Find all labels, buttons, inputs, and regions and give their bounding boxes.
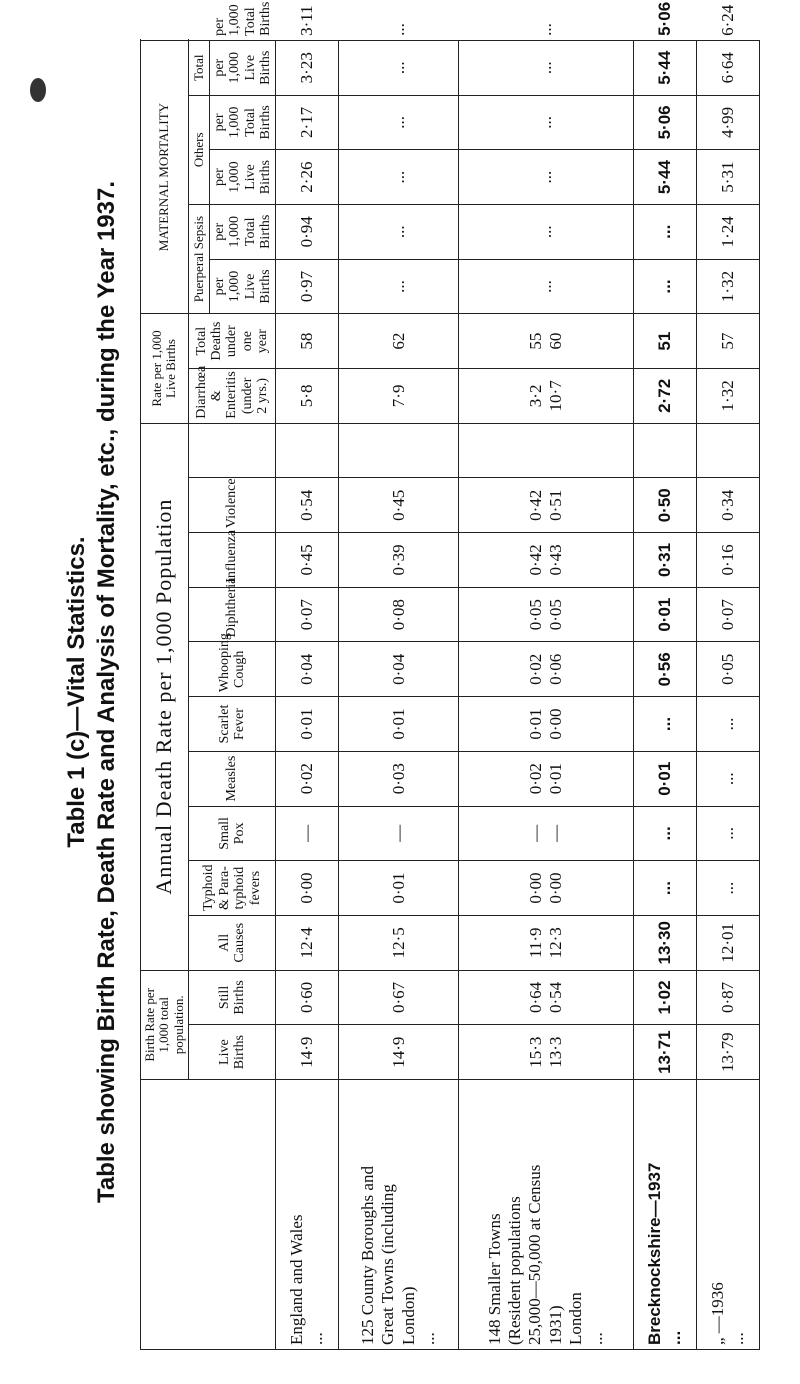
table-row: 125 County Boroughs and Great Towns (including London) ... 14·9 0·67 12·5 0·01 — 0·03 0·01 0·04 0·08 0·39 0·45 7·9 62 ... ... ... ... ... ... bbox=[339, 40, 458, 1349]
row-label-line: ... bbox=[586, 1332, 606, 1345]
cell-value: ... bbox=[388, 116, 408, 129]
cell-value: 14·9 bbox=[388, 1036, 408, 1068]
cell-value: ... bbox=[654, 716, 674, 732]
table-title-line1: Table 1 (c)—Vital Statistics. bbox=[63, 536, 90, 848]
cell-diarrhoea bbox=[458, 369, 633, 424]
cell-smallpox bbox=[276, 806, 339, 861]
cell-others-per-live bbox=[339, 150, 458, 205]
row-label-line: ... bbox=[664, 1330, 684, 1345]
cell-value: 0·00 bbox=[545, 872, 565, 904]
cell-value: 1·02 bbox=[654, 980, 674, 1015]
maternal-mortality-group-header: MATERNAL MORTALITY bbox=[141, 40, 189, 313]
cell-spacer bbox=[633, 423, 696, 478]
col-diphtheria: Diphtheria bbox=[188, 587, 276, 642]
cell-value: 0·00 bbox=[545, 708, 565, 740]
cell-live-births bbox=[458, 1025, 633, 1080]
col-diarrhoea: Diarrhœa & Enteritis (under 2 yrs.) bbox=[188, 369, 276, 424]
cell-puerperal-per-live bbox=[458, 259, 633, 314]
cell-measles bbox=[276, 751, 339, 806]
scan-mark-icon bbox=[30, 78, 46, 102]
cell-still-births bbox=[696, 970, 759, 1025]
cell-live-births bbox=[339, 1025, 458, 1080]
subheader-others: Others bbox=[188, 95, 209, 204]
cell-value: 0·01 bbox=[654, 761, 674, 796]
cell-value: 13·3 bbox=[545, 1036, 565, 1068]
row-label-line: „ —1936 bbox=[707, 1282, 727, 1345]
cell-value: 0·45 bbox=[388, 489, 408, 521]
cell-value: 3·2 bbox=[525, 384, 545, 408]
cell-value: 4·99 bbox=[717, 106, 737, 138]
row-label bbox=[458, 1080, 633, 1350]
vital-statistics-table: Birth Rate per 1,000 total population. Annual Death Rate per 1,000 Population Rate per 1,000 Live Births MATERNAL MORTALITY Live Births Still Births All Causes Typhoid & Para-typhoid fevers Small Pox Measles Scarlet Fever Whooping Cough Diphtheria Influenza Violence Diarrhœa & Enteritis (under 2 yrs.) Total Deaths under one year Puerperal Sepsis Others Total per 1,000 Live Births per 1,000 Total Births per 1,000 Live Births per 1,000 Total Births per 1,000 Live Births per 1,000 Total Births England and Wales ... 14·9 0·60 12·4 0·00 — 0·02 0·01 0·04 0·07 0·45 0·54 5·8 58 0·97 0·94 2·26 2·17 3·23 3·11 125 County Boroughs and Great Towns (including London) ... 14·9 0·67 12·5 0·01 — 0·03 0·01 0·04 0·08 0·39 0·45 7·9 62 ... ... ... ... ... ... 148 Smaller Towns (Resident populations 25,000—50,000 at Census 1931) London ... 15·3 13·3 0·64 0·54 11·9 12·3 0·00 0·00 — — 0·02 0·01 0·01 0·00 0·02 0·06 0·05 0·05 0·42 0·43 0·42 0·51 3·2 10·7 55 60 ... ... ... ... ... ... Brecknockshire—1937 ... 13·71 1·02 13·30 ... ... 0·01 ... 0·56 0·01 0·31 0·50 2·72 51 ... ... 5·44 5·06 5·44 5·06 „ —1936 ... 13·79 0·87 12·01 ... ... ... ... 0·05 0·07 0·16 0·34 1·32 57 1·32 1·24 5·31 4·99 6·64 6·24 bbox=[140, 40, 760, 1350]
cell-value: 0·06 bbox=[545, 653, 565, 685]
cell-value: 1·32 bbox=[717, 270, 737, 303]
cell-value: ... bbox=[717, 772, 737, 786]
cell-whooping-cough bbox=[276, 642, 339, 697]
cell-value: 0·01 bbox=[654, 597, 674, 632]
cell-value: ... bbox=[717, 827, 737, 840]
cell-value: 0·00 bbox=[297, 872, 317, 904]
cell-value: 12·4 bbox=[297, 927, 317, 959]
cell-whooping-cough bbox=[696, 642, 759, 697]
cell-whooping-cough bbox=[633, 642, 696, 697]
cell-value: 0·02 bbox=[525, 763, 545, 795]
cell-influenza bbox=[276, 533, 339, 588]
cell-spacer bbox=[339, 423, 458, 478]
col-scarlet-fever: Scarlet Fever bbox=[188, 697, 276, 752]
table-row: Brecknockshire—1937 ... 13·71 1·02 13·30 ... ... 0·01 ... 0·56 0·01 0·31 0·50 2·72 51 ... ... 5·44 5·06 5·44 5·06 bbox=[633, 40, 696, 1349]
cell-value: ... bbox=[535, 116, 555, 129]
cell-value: 12·01 bbox=[717, 922, 737, 963]
cell-value: 12·3 bbox=[545, 927, 565, 959]
cell-value: 0·05 bbox=[717, 653, 737, 685]
cell-value: 0·51 bbox=[545, 489, 565, 521]
cell-value: 0·34 bbox=[717, 489, 737, 521]
cell-still-births bbox=[458, 970, 633, 1025]
cell-live-births bbox=[633, 1025, 696, 1080]
row-label-line: 148 Smaller Towns bbox=[484, 1213, 504, 1345]
cell-puerperal-per-total bbox=[458, 204, 633, 259]
cell-total-per-live bbox=[633, 40, 696, 95]
cell-value: 0·07 bbox=[717, 599, 737, 631]
cell-puerperal-per-live bbox=[339, 259, 458, 314]
cell-puerperal-per-total bbox=[696, 204, 759, 259]
cell-whooping-cough bbox=[458, 642, 633, 697]
cell-total-deaths-under-one bbox=[696, 314, 759, 369]
cell-puerperal-per-live bbox=[696, 259, 759, 314]
cell-value: 0·02 bbox=[297, 763, 317, 795]
cell-influenza bbox=[339, 533, 458, 588]
cell-value: 11·9 bbox=[525, 927, 545, 959]
cell-value: 0·64 bbox=[525, 981, 545, 1014]
cell-puerperal-per-live bbox=[276, 259, 339, 314]
row-label bbox=[276, 1080, 339, 1350]
rate-live-births-group-header: Rate per 1,000 Live Births bbox=[141, 314, 189, 423]
cell-live-births bbox=[696, 1025, 759, 1080]
cell-value: ... bbox=[717, 717, 737, 731]
cell-value: 0·04 bbox=[388, 653, 408, 685]
cell-value: 58 bbox=[297, 332, 317, 350]
col-measles: Measles bbox=[188, 751, 276, 806]
cell-value: 0·05 bbox=[545, 599, 565, 631]
cell-value: ... bbox=[388, 280, 408, 293]
col-puerperal-per-live: per 1,000 Live Births bbox=[209, 259, 276, 314]
col-violence: Violence bbox=[188, 478, 276, 533]
cell-value: 0·39 bbox=[388, 544, 408, 576]
cell-others-per-total bbox=[696, 95, 759, 150]
col-whooping-cough: Whooping Cough bbox=[188, 642, 276, 697]
cell-all-causes bbox=[458, 915, 633, 970]
cell-smallpox bbox=[339, 806, 458, 861]
cell-value: 1·32 bbox=[717, 380, 737, 412]
cell-violence bbox=[458, 478, 633, 533]
cell-others-per-total bbox=[339, 95, 458, 150]
table-body bbox=[276, 1, 760, 1349]
cell-total-per-live bbox=[276, 40, 339, 95]
cell-violence bbox=[276, 478, 339, 533]
cell-violence bbox=[339, 478, 458, 533]
cell-value: 13·79 bbox=[717, 1032, 737, 1072]
cell-value: 51 bbox=[654, 331, 674, 351]
col-influenza: Influenza bbox=[188, 533, 276, 588]
cell-value: 13·71 bbox=[654, 1030, 674, 1074]
cell-measles bbox=[458, 751, 633, 806]
cell-live-births bbox=[276, 1025, 339, 1080]
row-label-line: ... bbox=[727, 1332, 747, 1345]
table-row: „ —1936 ... 13·79 0·87 12·01 ... ... ... ... 0·05 0·07 0·16 0·34 1·32 57 1·32 1·24 5·31 4·99 6·64 6·24 bbox=[696, 40, 759, 1349]
cell-scarlet-fever bbox=[339, 697, 458, 752]
cell-value: 0·97 bbox=[297, 270, 317, 303]
col-all-causes: All Causes bbox=[188, 915, 276, 970]
cell-measles bbox=[696, 751, 759, 806]
cell-value: 57 bbox=[717, 332, 737, 350]
row-label-line: Great Towns (including bbox=[378, 1184, 398, 1345]
cell-value: 0·60 bbox=[297, 981, 317, 1014]
cell-still-births bbox=[633, 970, 696, 1025]
row-label bbox=[633, 1080, 696, 1350]
cell-violence bbox=[633, 478, 696, 533]
cell-value: 0·87 bbox=[717, 981, 737, 1014]
row-label-line: England and Wales bbox=[287, 1214, 307, 1345]
cell-total-per-live bbox=[339, 40, 458, 95]
cell-value: 2·72 bbox=[654, 378, 674, 413]
cell-smallpox bbox=[458, 806, 633, 861]
cell-puerperal-per-total bbox=[276, 204, 339, 259]
col-live-births: Live Births bbox=[188, 1025, 276, 1080]
cell-diphtheria bbox=[458, 587, 633, 642]
cell-value: 0·01 bbox=[388, 872, 408, 904]
row-label-line: Brecknockshire—1937 bbox=[644, 1162, 664, 1345]
cell-diarrhoea bbox=[633, 369, 696, 424]
cell-value: 55 bbox=[525, 332, 545, 350]
cell-others-per-total bbox=[633, 95, 696, 150]
row-label bbox=[696, 1080, 759, 1350]
cell-all-causes bbox=[696, 915, 759, 970]
row-label bbox=[339, 1080, 458, 1350]
cell-value: 5·44 bbox=[654, 50, 674, 85]
cell-diarrhoea bbox=[339, 369, 458, 424]
cell-scarlet-fever bbox=[276, 697, 339, 752]
cell-value: 5·8 bbox=[297, 384, 317, 408]
cell-scarlet-fever bbox=[458, 697, 633, 752]
cell-value: 0·50 bbox=[654, 488, 674, 523]
cell-value: 0·54 bbox=[297, 489, 317, 521]
cell-violence bbox=[696, 478, 759, 533]
cell-value: 0·05 bbox=[525, 599, 545, 631]
cell-value: 12·5 bbox=[388, 927, 408, 959]
cell-value: 10·7 bbox=[545, 380, 565, 412]
cell-value: 0·01 bbox=[388, 708, 408, 740]
cell-scarlet-fever bbox=[696, 697, 759, 752]
cell-value: 0·08 bbox=[388, 599, 408, 631]
cell-value: 3·23 bbox=[297, 52, 317, 84]
cell-value: 14·9 bbox=[297, 1036, 317, 1068]
cell-value: 13·30 bbox=[654, 921, 674, 965]
cell-typhoid bbox=[339, 861, 458, 916]
row-label-line: ... bbox=[307, 1332, 327, 1345]
col-empty-spacer bbox=[188, 423, 276, 478]
cell-diphtheria bbox=[339, 587, 458, 642]
cell-value: 0·16 bbox=[717, 544, 737, 576]
cell-value: ... bbox=[654, 279, 674, 294]
cell-total-per-live bbox=[458, 40, 633, 95]
rotated-table-wrapper bbox=[140, 1, 760, 1350]
cell-others-per-live bbox=[276, 150, 339, 205]
cell-spacer bbox=[696, 423, 759, 478]
cell-influenza bbox=[633, 533, 696, 588]
cell-value: 0·02 bbox=[525, 653, 545, 685]
col-total-deaths-under-one: Total Deaths under one year bbox=[188, 314, 276, 369]
cell-value: 0·07 bbox=[297, 599, 317, 631]
cell-value: 0·56 bbox=[654, 652, 674, 687]
row-label-line: London bbox=[566, 1292, 586, 1345]
cell-typhoid bbox=[633, 861, 696, 916]
row-label-line: 125 County Boroughs and bbox=[357, 1166, 377, 1345]
subheader-puerperal-sepsis: Puerperal Sepsis bbox=[188, 204, 209, 313]
cell-diarrhoea bbox=[276, 369, 339, 424]
cell-value: 0·01 bbox=[297, 708, 317, 740]
cell-others-per-live bbox=[696, 150, 759, 205]
cell-diphtheria bbox=[276, 587, 339, 642]
col-puerperal-per-total: per 1,000 Total Births bbox=[209, 204, 276, 259]
cell-value: 1·24 bbox=[717, 216, 737, 248]
cell-value: 0·94 bbox=[297, 216, 317, 248]
cell-whooping-cough bbox=[339, 642, 458, 697]
cell-typhoid bbox=[276, 861, 339, 916]
cell-smallpox bbox=[633, 806, 696, 861]
cell-others-per-live bbox=[633, 150, 696, 205]
cell-total-per-live bbox=[696, 40, 759, 95]
cell-influenza bbox=[458, 533, 633, 588]
cell-typhoid bbox=[696, 861, 759, 916]
cell-scarlet-fever bbox=[633, 697, 696, 752]
cell-value: 0·67 bbox=[388, 981, 408, 1014]
cell-diphtheria bbox=[633, 587, 696, 642]
cell-value: ... bbox=[654, 881, 674, 896]
cell-value: — bbox=[297, 824, 317, 842]
cell-value: 5·44 bbox=[654, 160, 674, 195]
cell-measles bbox=[633, 751, 696, 806]
row-label-line: ... bbox=[418, 1332, 438, 1345]
row-label-line: 1931) bbox=[545, 1305, 565, 1345]
table-row: 148 Smaller Towns (Resident populations 25,000—50,000 at Census 1931) London ... 15·3 13·3 0·64 0·54 11·9 12·3 0·00 0·00 — — 0·02 0·01 0·01 0·00 0·02 0·06 0·05 0·05 0·42 0·43 0·42 0·51 3·2 10·7 55 60 ... ... ... ... ... ... bbox=[458, 40, 633, 1349]
cell-influenza bbox=[696, 533, 759, 588]
cell-value: — bbox=[525, 824, 545, 842]
cell-total-deaths-under-one bbox=[276, 314, 339, 369]
cell-value: 0·03 bbox=[388, 763, 408, 795]
cell-all-causes bbox=[633, 915, 696, 970]
cell-measles bbox=[339, 751, 458, 806]
cell-value: 0·42 bbox=[525, 544, 545, 576]
cell-value: 6·64 bbox=[717, 52, 737, 84]
cell-value: 7·9 bbox=[388, 384, 408, 408]
subheader-total: Total bbox=[188, 40, 209, 95]
cell-value: 0·00 bbox=[525, 872, 545, 904]
cell-value: 0·45 bbox=[297, 544, 317, 576]
row-label-line: London) bbox=[398, 1286, 418, 1345]
cell-value: 2·17 bbox=[297, 106, 317, 138]
cell-value: 0·04 bbox=[297, 653, 317, 685]
col-others-per-total: per 1,000 Total Births bbox=[209, 95, 276, 150]
cell-diphtheria bbox=[696, 587, 759, 642]
cell-value: 5·06 bbox=[654, 105, 674, 140]
cell-still-births bbox=[339, 970, 458, 1025]
cell-value: ... bbox=[388, 61, 408, 75]
row-label-line: (Resident populations bbox=[504, 1196, 524, 1345]
cell-puerperal-per-total bbox=[633, 204, 696, 259]
cell-all-causes bbox=[276, 915, 339, 970]
col-others-per-live: per 1,000 Live Births bbox=[209, 150, 276, 205]
corner-header bbox=[141, 1080, 276, 1350]
cell-value: 60 bbox=[545, 332, 565, 350]
cell-value: ... bbox=[535, 61, 555, 75]
cell-total-deaths-under-one bbox=[458, 314, 633, 369]
cell-value: 0·42 bbox=[525, 489, 545, 521]
cell-total-deaths-under-one bbox=[339, 314, 458, 369]
cell-value: ... bbox=[535, 225, 555, 239]
row-label-line: 25,000—50,000 at Census bbox=[525, 1164, 545, 1345]
table-title-line2: Table showing Birth Rate, Death Rate and Analysis of Mortality, etc., during the Year 1937. bbox=[93, 181, 120, 1204]
cell-puerperal-per-total bbox=[339, 204, 458, 259]
cell-smallpox bbox=[696, 806, 759, 861]
birth-rate-group-header: Birth Rate per 1,000 total population. bbox=[141, 970, 189, 1079]
cell-value: ... bbox=[654, 826, 674, 841]
cell-value: ... bbox=[388, 170, 408, 184]
death-rate-group-header: Annual Death Rate per 1,000 Population bbox=[141, 423, 189, 970]
cell-value: — bbox=[545, 824, 565, 842]
cell-value: ... bbox=[535, 280, 555, 293]
cell-value: 15·3 bbox=[525, 1036, 545, 1068]
cell-value: ... bbox=[717, 881, 737, 895]
cell-value: 0·43 bbox=[545, 544, 565, 576]
cell-others-per-total bbox=[276, 95, 339, 150]
cell-all-causes bbox=[339, 915, 458, 970]
cell-value: 2·26 bbox=[297, 161, 317, 193]
table-row: England and Wales ... 14·9 0·60 12·4 0·00 — 0·02 0·01 0·04 0·07 0·45 0·54 5·8 58 0·97 0·94 2·26 2·17 3·23 3·11 bbox=[276, 40, 339, 1349]
col-total-per-live: per 1,000 Live Births bbox=[209, 40, 276, 95]
cell-value: ... bbox=[388, 225, 408, 239]
cell-others-per-total bbox=[458, 95, 633, 150]
cell-diarrhoea bbox=[696, 369, 759, 424]
cell-value: 0·01 bbox=[545, 763, 565, 795]
cell-value: 0·54 bbox=[545, 981, 565, 1014]
cell-spacer bbox=[276, 423, 339, 478]
col-typhoid: Typhoid & Para-typhoid fevers bbox=[188, 861, 276, 916]
col-smallpox: Small Pox bbox=[188, 806, 276, 861]
cell-spacer bbox=[458, 423, 633, 478]
col-still-births: Still Births bbox=[188, 970, 276, 1025]
cell-value: 0·01 bbox=[525, 708, 545, 740]
cell-others-per-live bbox=[458, 150, 633, 205]
cell-value: — bbox=[388, 824, 408, 842]
cell-puerperal-per-live bbox=[633, 259, 696, 314]
cell-total-deaths-under-one bbox=[633, 314, 696, 369]
cell-value: ... bbox=[654, 224, 674, 239]
cell-value: 5·31 bbox=[717, 161, 737, 193]
cell-value: ... bbox=[535, 170, 555, 184]
cell-value: 62 bbox=[388, 332, 408, 350]
cell-value: 0·31 bbox=[654, 542, 674, 577]
cell-still-births bbox=[276, 970, 339, 1025]
cell-typhoid bbox=[458, 861, 633, 916]
